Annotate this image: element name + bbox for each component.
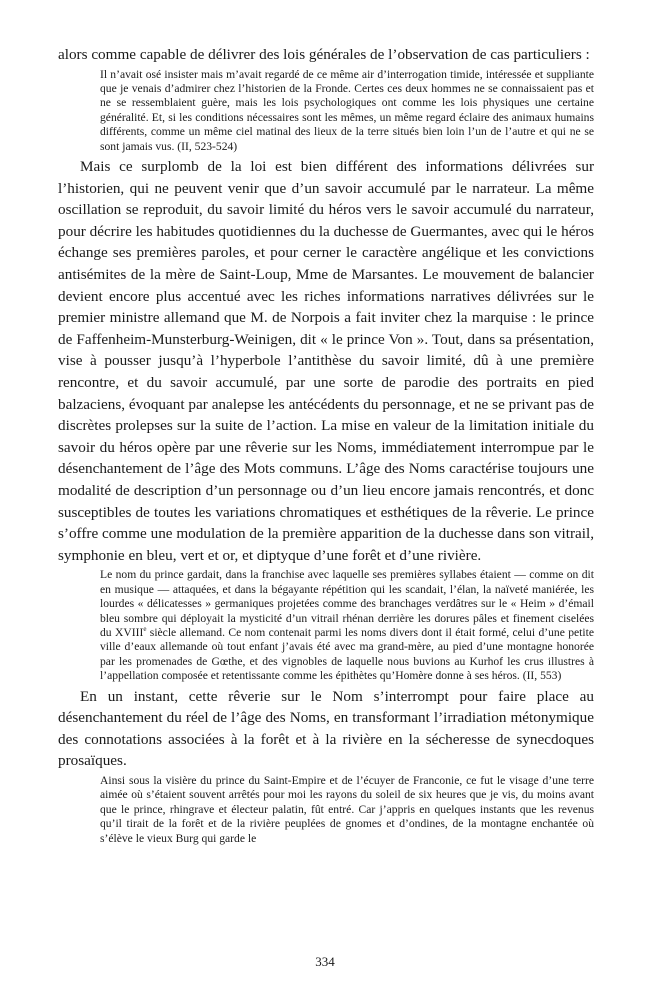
body-paragraph-1: alors comme capable de délivrer des lois générales de l’observation de cas particuliers : — [58, 46, 590, 63]
body-paragraph-2: Mais ce surplomb de la loi est bien différent des informations délivrées sur l’historien, qui ne peuvent venir que d’un savoir accumulé par le narrateur. La même oscillation se reproduit, du savoir limité du héros vers le savoir accumulé du narrateur, pour décrire les habitudes quotidiennes du la duchesse de Guermantes, avec qui le héros échange ses premières paroles, et pour cerner le caractère angélique et les convictions antisémites de la mère de Saint-Loup, Mme de Marsantes. Le mouvement de balancier devient encore plus accentué avec les riches informations narratives délivrées sur le premier ministre allemand que M. de Norpois a fait inviter chez la marquise : le prince de Faffenheim-Munsterburg-Weinigen, dit « le prince Von ». Tout, dans sa présentation, vise à pousser jusqu’à l’hyperbole l’antithèse du savoir limité, dû à une première rencontre, et du savoir accumulé, par une sorte de parodie des portraits en pied balzaciens, évoquant par analepse les antécédents du personnage, et ne se privant pas de discrètes prolepses sur la suite de l’action. La mise en valeur de la limitation initiale du savoir du héros opère par une rêverie sur les Noms, immédiatement interrompue par le désenchantement de l’âge des Mots communs. L’âge des Noms caractérise toujours une modalité de description d’un personnage ou d’un lieu encore jamais rencontrés, et donc susceptibles de toutes les variations chromatiques et esthétiques de la rêverie. Le prince s’offre comme une modulation de la première apparition de la duchesse dans son vitrail, symphonie en bleu, vert et or, et diptyque d’une forêt et d’une rivière. — [58, 158, 594, 564]
block-quote-2 — [100, 568, 594, 683]
block-quote-1: Il n’avait osé insister mais m’avait regardé de ce même air d’interrogation timide, intéressée et suppliante que je venais d’admirer chez l’historien de la Fronde. Certes ces deux hommes ne se connaissaient pas et ne se ressemblaient guère, mais les lois psychologiques ont comme les lois physiques une certaine généralité. Et, si les conditions nécessaires sont les mêmes, un même regard éclaire des animaux humains différents, comme un même ciel matinal des lieux de la terre situés bien loin l’un de l’autre et qui ne se sont jamais vus. (II, 523-524) — [100, 67, 594, 153]
page-number: 334 — [315, 954, 335, 969]
body-paragraph-3: En un instant, cette rêverie sur le Nom s’interrompt pour faire place au désenchantement du réel de l’âge des Noms, en transformant l’irradiation métonymique des connotations associées à la forêt et à la rivière en la sécheresse de synecdoques prosaïques. — [58, 687, 594, 770]
block-quote-2-text-b: siècle allemand. Ce nom contenait parmi les noms divers dont il était formé, celui d’une petite ville d’eaux allemande où tout enfant j’avais été avec ma grand-mère, au pied d’une montagne honorée par les promenades de Gœthe, et des vignobles de laquelle nous buvions au Kurhof les crus illustres à l’appellation composée et retentissante comme les épithètes qu’Homère donne à ses héros. (II, 553) — [100, 625, 594, 683]
block-quote-2-text-a: Le nom du prince gardait, dans la franchise avec laquelle ses premières syllabes étaient — comme on dit en musique — attaquées, et dans la bégayante répétition qui les scandait, l’élan, la naïveté maniérée, les lourdes « délicatesses » germaniques projetées comme des branchages verdâtres sur le « Heim » d’émail bleu sombre qui déployait la mysticité d’un vitrail rhénan derrière les dorures pâles et finement ciselées du XVIII — [100, 568, 594, 639]
century-superscript: e — [143, 625, 147, 634]
book-page — [58, 44, 594, 848]
block-quote-3: Ainsi sous la visière du prince du Saint-Empire et de l’écuyer de Franconie, ce fut le visage d’une terre aimée où s’étaient souvent arrêtés pour moi les rayons du soleil de six heures que je vis, du moins avant que le prince, rhingrave et électeur palatin, fût entré. Car j’appris en quelques instants que les revenus qu’il tirait de la forêt et de la rivière peuplées de gnomes et d’ondines, de la montagne enchantée où s’élève le vieux Burg qui garde le — [100, 773, 594, 845]
